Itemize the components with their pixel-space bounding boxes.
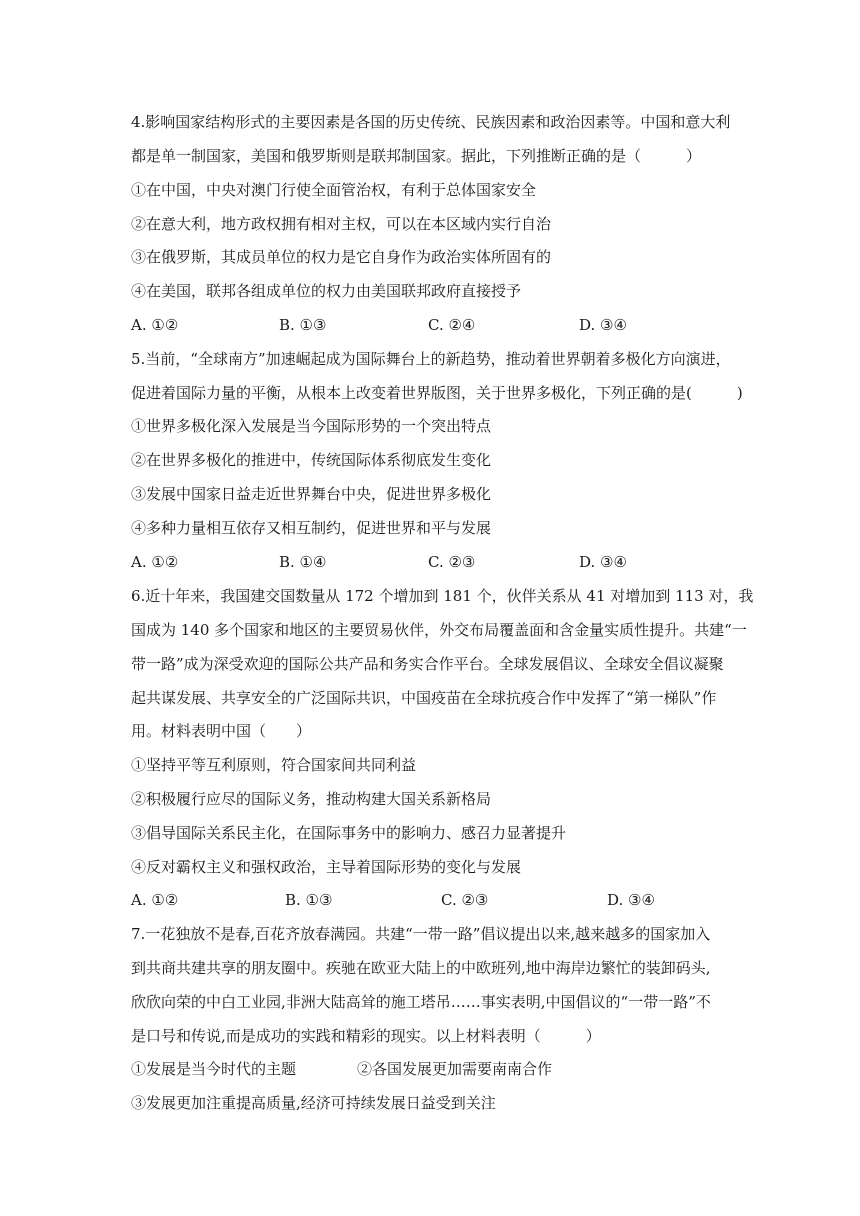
question-stem-line: 欣欣向荣的中白工业园,非洲大陆高耸的施工塔吊……事实表明,中国倡议的“一带一路”不 xyxy=(131,993,711,1011)
statement: ④多种力量相互依存又相互制约，促进世界和平与发展 xyxy=(131,519,492,537)
statement: ②在意大利，地方政权拥有相对主权，可以在本区域内实行自治 xyxy=(131,215,552,233)
option-d: D. ③④ xyxy=(579,553,627,571)
statement: ①在中国，中央对澳门行使全面管治权，有利于总体国家安全 xyxy=(131,181,537,199)
question-stem-line: 促进着国际力量的平衡，从根本上改变着世界版图，关于世界多极化，下列正确的是( ) xyxy=(131,384,743,402)
question-stem-line: 国成为 140 多个国家和地区的主要贸易伙伴，外交布局覆盖面和含金量实质性提升。共建“一 xyxy=(131,621,747,639)
statement: ①世界多极化深入发展是当今国际形势的一个突出特点 xyxy=(131,417,492,435)
option-d: D. ③④ xyxy=(607,891,655,909)
question-stem-line: 7.一花独放不是春,百花齐放春满园。共建“一带一路”倡议提出以来,越来越多的国家加入 xyxy=(131,925,711,943)
question-stem-line: 起共谋发展、共享安全的广泛国际共识，中国疫苗在全球抗疫合作中发挥了“第一梯队”作 xyxy=(131,689,717,707)
question-stem-line: 带一路”成为深受欢迎的国际公共产品和务实合作平台。全球发展倡议、全球安全倡议凝聚 xyxy=(131,655,724,673)
statement: ①发展是当今时代的主题 xyxy=(131,1060,297,1078)
statement: ④反对霸权主义和强权政治，主导着国际形势的变化与发展 xyxy=(131,858,522,876)
question-stem-line: 5.当前，“全球南方”加速崛起成为国际舞台上的新趋势，推动着世界朝着多极化方向演进， xyxy=(131,350,731,368)
question-stem-line: 用。材料表明中国（ ） xyxy=(131,722,312,740)
option-c: C. ②③ xyxy=(428,553,476,571)
statement: ④在美国，联邦各组成单位的权力由美国联邦政府直接授予 xyxy=(131,282,522,300)
statement: ②各国发展更加需要南南合作 xyxy=(357,1060,553,1078)
statement: ①坚持平等互利原则，符合国家间共同利益 xyxy=(131,756,417,774)
question-stem-line: 4.影响国家结构形式的主要因素是各国的历史传统、民族因素和政治因素等。中国和意大利 xyxy=(131,113,731,131)
option-b: B. ①③ xyxy=(285,891,333,909)
statement: ③发展更加注重提高质量,经济可持续发展日益受到关注 xyxy=(131,1094,496,1112)
option-d: D. ③④ xyxy=(579,316,627,334)
statement: ③倡导国际关系民主化，在国际事务中的影响力、感召力显著提升 xyxy=(131,824,567,842)
question-stem-line: 是口号和传说,而是成功的实践和精彩的现实。以上材料表明（ ） xyxy=(131,1027,601,1045)
question-stem-line: 都是单一制国家，美国和俄罗斯则是联邦制国家。据此，下列推断正确的是（ ） xyxy=(131,147,702,165)
option-c: C. ②④ xyxy=(428,316,476,334)
question-stem-line: 6.近十年来，我国建交国数量从 172 个增加到 181 个，伙伴关系从 41 对增加到 113 对，我 xyxy=(131,587,754,605)
question-stem-line: 到共商共建共享的朋友圈中。疾驰在欧亚大陆上的中欧班列,地中海岸边繁忙的装卸码头, xyxy=(131,959,711,977)
option-a: A. ①② xyxy=(131,891,179,909)
statement: ②积极履行应尽的国际义务，推动构建大国关系新格局 xyxy=(131,790,492,808)
option-c: C. ②③ xyxy=(441,891,489,909)
option-a: A. ①② xyxy=(131,316,179,334)
statement: ③在俄罗斯，其成员单位的权力是它自身作为政治实体所固有的 xyxy=(131,248,552,266)
option-b: B. ①④ xyxy=(279,553,327,571)
statement: ③发展中国家日益走近世界舞台中央，促进世界多极化 xyxy=(131,485,492,503)
statement: ②在世界多极化的推进中，传统国际体系彻底发生变化 xyxy=(131,451,492,469)
option-b: B. ①③ xyxy=(279,316,327,334)
option-a: A. ①② xyxy=(131,553,179,571)
